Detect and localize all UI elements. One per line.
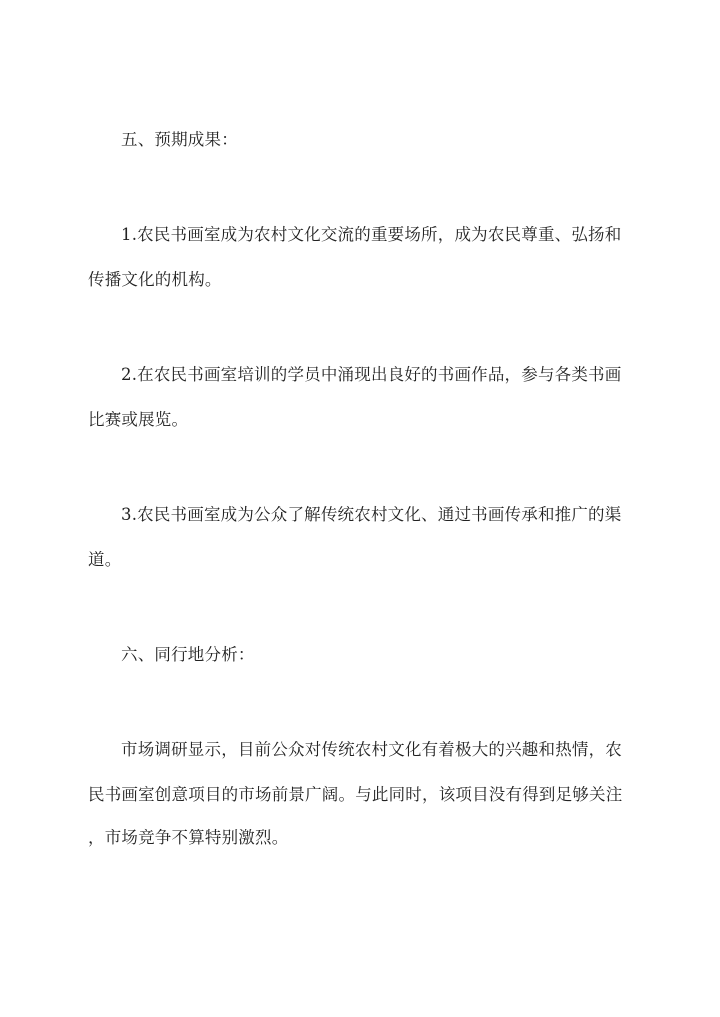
item-1-line-1: 1.农民书画室成为农村文化交流的重要场所，成为农民尊重、弘扬和 — [121, 225, 622, 244]
item-2-line-2: 比赛或展览。 — [88, 410, 189, 429]
section-5-heading: 五、预期成果： — [121, 130, 238, 149]
item-2-line-1: 2.在农民书画室培训的学员中涌现出良好的书画作品，参与各类书画 — [121, 365, 622, 384]
item-3-line-2: 道。 — [88, 550, 122, 569]
item-3-line-1: 3.农民书画室成为公众了解传统农村文化、通过书画传承和推广的渠 — [121, 505, 622, 524]
paragraph-line-2: 民书画室创意项目的市场前景广阔。与此同时，该项目没有得到足够关注 — [88, 785, 623, 804]
section-6-heading: 六、同行地分析： — [121, 645, 255, 664]
item-1-line-2: 传播文化的机构。 — [88, 270, 222, 289]
paragraph-line-1: 市场调研显示，目前公众对传统农村文化有着极大的兴趣和热情，农 — [121, 740, 622, 759]
paragraph-line-3: ，市场竞争不算特别激烈。 — [88, 828, 289, 847]
